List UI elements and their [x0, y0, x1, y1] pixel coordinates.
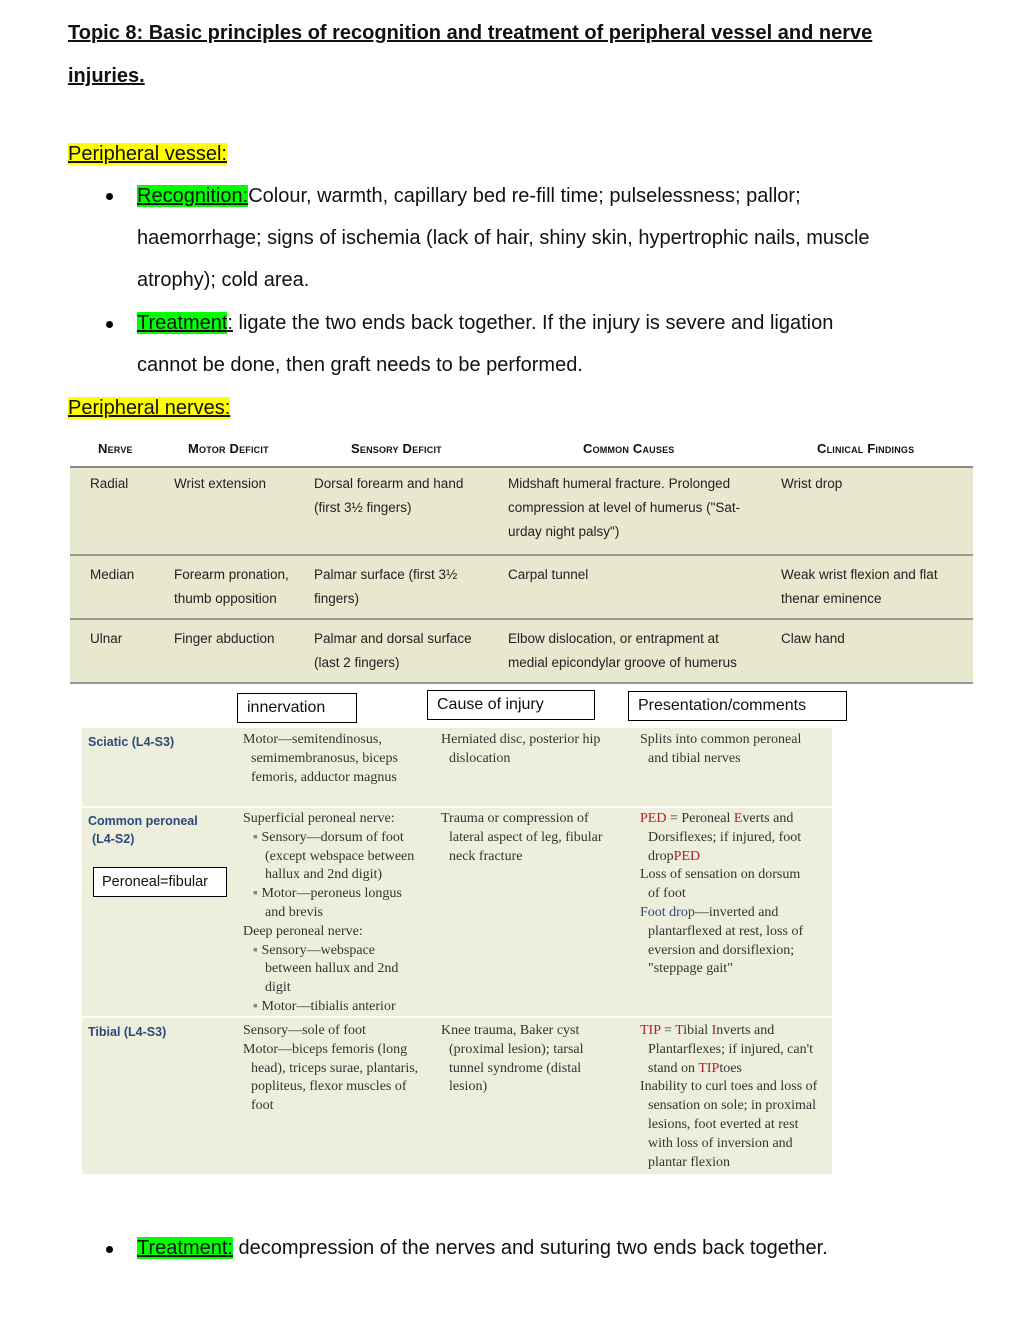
recognition-line-1: Colour, warmth, capillary bed re-fill time; pulselessness; pallor; — [248, 185, 801, 207]
sciatic-innervation: Motor—semitendinosus, semimembranosus, biceps femoris, adductor magnus — [243, 732, 398, 785]
treatment-label: Treatment — [137, 312, 228, 334]
cause-label-box: Cause of injury — [427, 690, 595, 720]
bullet-dot — [106, 1246, 113, 1253]
motor-cell: Finger abduction — [174, 631, 275, 646]
tibial-presentation: TIP = Tibial Inverts and Plantarflexes; if injured, can't stand on TIPtoes Inability to curl toes and loss of sensation on sole; in proximal lesions, foot everted at rest with loss of inversion and plantar flexion — [640, 1023, 818, 1170]
table-row — [70, 620, 973, 684]
findings-cell: Wrist drop — [781, 476, 843, 491]
nerve-cell: Ulnar — [90, 631, 123, 646]
peroneal-cause: Trauma or compression of lateral aspect of leg, fibular neck fracture — [441, 811, 603, 864]
treatment-paragraph: Treatment: ligate the two ends back together. If the injury is severe and ligation cannot be done, then graft needs to be performed. — [137, 302, 937, 386]
sciatic-presentation: Splits into common peroneal and tibial nerves — [640, 732, 802, 766]
table-row — [70, 556, 973, 620]
nerve-cell: Radial — [90, 476, 129, 491]
findings-cell: Claw hand — [781, 631, 845, 646]
col-header-findings: Clinical Findings — [817, 441, 915, 456]
treatment-line-1: ligate the two ends back together. If the injury is severe and ligation — [232, 312, 834, 334]
nerve-name-tibial: Tibial (L4-S3) — [88, 1025, 167, 1039]
sensory-cell: Dorsal forearm and hand (first 3½ fingers) — [314, 476, 464, 515]
nerve-treatment-label: Treatment: — [137, 1237, 233, 1259]
recognition-paragraph — [137, 175, 937, 301]
causes-cell: Midshaft humeral fracture. Prolonged compression at level of humerus ("Sat- urday night palsy") — [508, 476, 741, 539]
nerve-name-sciatic: Sciatic (L4-S3) — [88, 735, 175, 749]
tibial-cause: Knee trauma, Baker cyst (proximal lesion); tarsal tunnel syndrome (distal lesion) — [441, 1023, 584, 1095]
table-header — [70, 432, 973, 468]
sensory-cell: Palmar surface (first 3½ fingers) — [314, 567, 458, 606]
causes-cell: Carpal tunnel — [508, 567, 589, 582]
page-title — [68, 12, 938, 98]
title-line-2: injuries. — [68, 65, 145, 87]
nerves-heading: Peripheral nerves: — [68, 397, 231, 419]
motor-cell: Forearm pronation, thumb opposition — [174, 567, 289, 606]
tibial-innervation: Sensory—sole of foot Motor—biceps femoris (long head), triceps surae, plantaris, popliteus, flexor muscles of foot — [243, 1023, 419, 1114]
nerve-deficit-table — [70, 432, 973, 684]
nerve-treatment-paragraph — [137, 1227, 957, 1269]
findings-cell: Weak wrist flexion and flat thenar eminence — [781, 567, 938, 606]
recognition-line-2: haemorrhage; signs of ischemia (lack of hair, shiny skin, hypertrophic nails, muscle — [137, 227, 870, 249]
peroneal-innervation: Superficial peroneal nerve: ▪ Sensory—dorsum of foot (except webspace between hallux and 2nd digit) ▪ Motor—peroneus longus and brevis Deep peroneal nerve: ▪ Sensory—webspace between hallux and 2nd digit ▪ Motor—tibialis anterior — [243, 811, 415, 1014]
col-header-sensory: Sensory Deficit — [351, 441, 442, 456]
peroneal-note-box: Peroneal=fibular — [93, 867, 227, 897]
causes-cell: Elbow dislocation, or entrapment at medial epicondylar groove of humerus — [508, 631, 737, 670]
col-header-motor: Motor Deficit — [188, 441, 269, 456]
nerve-name-common-peroneal: Common peroneal (L4-S2) — [88, 814, 198, 846]
vessel-heading: Peripheral vessel: — [68, 143, 227, 165]
motor-cell: Wrist extension — [174, 476, 267, 491]
recognition-label: Recognition: — [137, 185, 249, 207]
sciatic-cause: Herniated disc, posterior hip dislocation — [441, 732, 601, 766]
bullet-dot — [106, 193, 113, 200]
sensory-cell: Palmar and dorsal surface (last 2 fingers) — [314, 631, 472, 670]
nerve-cell: Median — [90, 567, 135, 582]
treatment-line-2: cannot be done, then graft needs to be performed. — [137, 354, 583, 376]
title-line-1: Topic 8: Basic principles of recognition and treatment of peripheral vessel and nerve — [68, 22, 873, 44]
col-header-causes: Common Causes — [583, 441, 675, 456]
bullet-dot — [106, 321, 113, 328]
table-row — [70, 468, 973, 556]
innervation-label-box: innervation — [237, 693, 357, 723]
peroneal-presentation: PED = Peroneal Everts and Dorsiflexes; if injured, foot dropPED Loss of sensation on dorsum of foot Foot drop—inverted and plantarflexed at rest, loss of eversion and dorsiflexion; "steppage gait" — [640, 811, 804, 977]
recognition-line-3: atrophy); cold area. — [137, 269, 310, 291]
presentation-label-box: Presentation/comments — [628, 691, 847, 721]
nerve-treatment-text: decompression of the nerves and suturing two ends back together. — [232, 1237, 828, 1259]
col-header-nerve: Nerve — [98, 441, 133, 456]
